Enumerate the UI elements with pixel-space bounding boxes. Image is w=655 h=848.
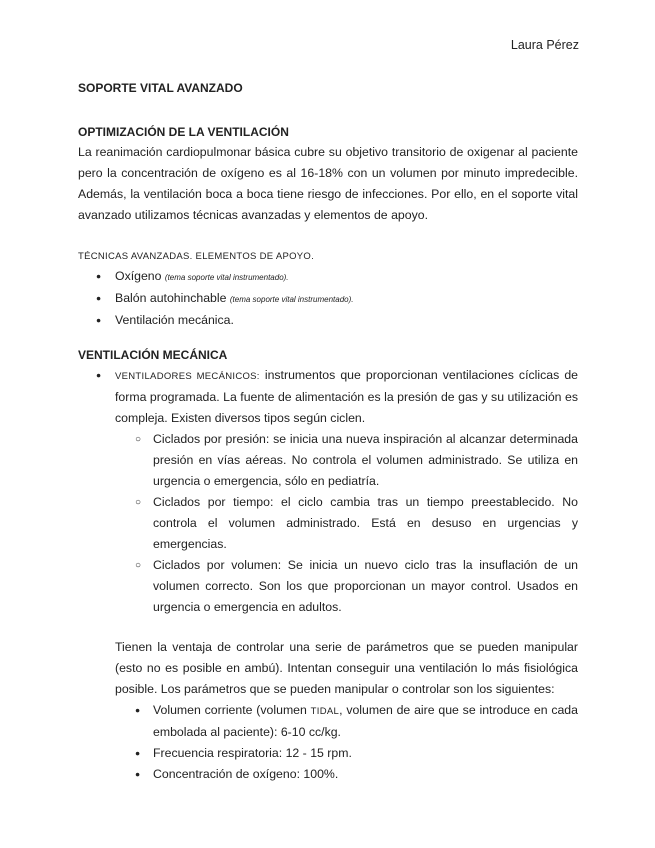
list-item: ○ Ciclados por presión: se inicia una nueva inspiración al alcanzar determinada presión en vías aéreas. No controla el volumen administrado. Se utiliza en urgencia o emergencia, sólo en pediatría.: [115, 429, 578, 492]
author-name: Laura Pérez: [510, 38, 579, 52]
document-body: [78, 78, 578, 785]
param-text-a: Volumen corriente (volumen: [153, 703, 311, 717]
list-item: ● Frecuencia respiratoria: 12 - 15 rpm.: [115, 743, 578, 764]
list-item: [78, 288, 578, 310]
list-item: ● Concentración de oxígeno: 100%.: [115, 764, 578, 785]
document-title: SOPORTE VITAL AVANZADO: [78, 81, 243, 95]
list-item: [78, 365, 578, 618]
list-item-text: Balón autohinchable: [115, 291, 227, 305]
list-item: ○ Ciclados por volumen: Se inicia un nuevo ciclo tras la insuflación de un volumen correcto. Son los que proporcionan un mayor control. Usados en urgencia o emergencia en adultos.: [115, 555, 578, 618]
list-item-text: Ventilación mecánica.: [115, 313, 234, 327]
ciclados-list: [115, 429, 578, 618]
section-heading-ventilacion: VENTILACIÓN MECÁNICA: [78, 348, 228, 362]
techniques-heading: TÉCNICAS AVANZADAS. ELEMENTOS DE APOYO.: [78, 251, 315, 262]
techniques-list: [78, 266, 578, 331]
parameters-paragraph: Tienen la ventaja de controlar una serie de parámetros que se pueden manipular (esto no es posible en ambú). Intentan conseguir una ventilación lo más fisiológica posible. Los parámetros que se pueden manipular o controlar son los siguientes:: [115, 640, 578, 696]
list-item: [115, 700, 578, 743]
ventiladores-list: [78, 365, 578, 618]
ventiladores-label: VENTILADORES MECÁNICOS:: [115, 371, 260, 382]
ventiladores-text: instrumentos que proporcionan ventilaciones cíclicas de forma programada. La fuente de alimentación es la presión de gas y su utilización es compleja. Existen diversos tipos según ciclen.: [115, 368, 579, 425]
parameters-list: [115, 700, 578, 785]
intro-paragraph: La reanimación cardiopulmonar básica cubre su objetivo transitorio de oxigenar al paciente pero la concentración de oxígeno es al 16-18% con un volumen por minuto impredecible. Además, la ventilación boca a boca tiene riesgo de infecciones. Por ello, en el soporte vital avanzado utilizamos técnicas avanzadas y elementos de apoyo.: [78, 145, 578, 222]
param-text-b: , volumen de aire que se introduce en cada embolada al paciente): 6-10 cc/kg.: [153, 703, 578, 739]
list-item-text: Oxígeno: [115, 269, 162, 283]
list-item: [78, 266, 578, 288]
list-item-note: (tema soporte vital instrumentado).: [229, 295, 354, 304]
section-heading-optimizacion: OPTIMIZACIÓN DE LA VENTILACIÓN: [78, 125, 289, 139]
list-item-note: (tema soporte vital instrumentado).: [164, 273, 289, 282]
param-tidal: TIDAL: [310, 706, 340, 717]
list-item: ○ Ciclados por tiempo: el ciclo cambia tras un tiempo preestablecido. No controla el volumen administrado. Está en desuso en urgencias y emergencias.: [115, 492, 578, 555]
list-item: [78, 310, 578, 331]
